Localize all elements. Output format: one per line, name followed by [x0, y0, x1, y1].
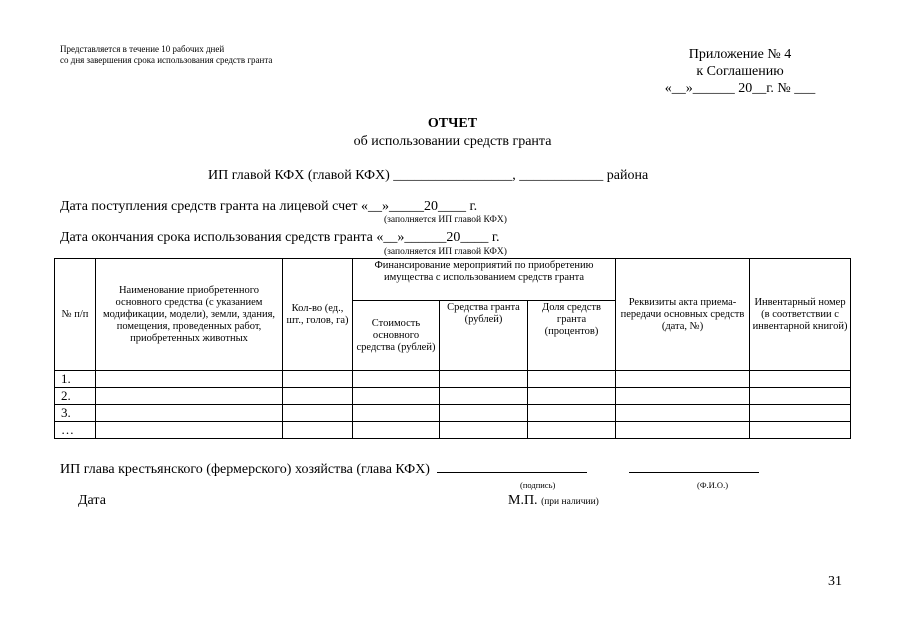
end-date-line: Дата окончания срока использования средств гранта «__»______20____ г. — [60, 230, 500, 245]
header-act: Реквизиты акта приема-передачи основных средств (дата, №) — [616, 259, 750, 371]
table-cell[interactable] — [283, 422, 353, 439]
receipt-date-note: (заполняется ИП главой КФХ) — [384, 215, 507, 225]
submission-notice — [60, 44, 272, 66]
page-number: 31 — [828, 574, 842, 589]
table-cell[interactable] — [528, 371, 616, 388]
signature-caption: (подпись) — [520, 480, 556, 490]
table-cell[interactable] — [528, 405, 616, 422]
appendix-line3: «__»______ 20__г. № ___ — [664, 81, 816, 96]
appendix-block — [640, 46, 840, 97]
table-cell[interactable] — [96, 422, 283, 439]
table-cell[interactable] — [750, 422, 851, 439]
table-cell[interactable] — [528, 422, 616, 439]
signature-field[interactable] — [437, 472, 587, 473]
table-cell[interactable] — [750, 405, 851, 422]
header-financing: Финансирование мероприятий по приобретению имущества с использованием средств гранта — [353, 259, 616, 301]
submission-notice-line2: со дня завершения срока использования средств гранта — [60, 55, 273, 65]
report-subtitle: об использовании средств гранта — [353, 134, 552, 149]
header-name: Наименование приобретенного основного средства (с указанием модификации, модели), земли, здания, помещения, проведенных работ, приобретенных животных — [96, 259, 283, 371]
table-cell[interactable] — [96, 371, 283, 388]
entity-line: ИП главой КФХ (главой КФХ) _________________, ____________ района — [208, 168, 649, 183]
header-share: Доля средств гранта (процентов) — [528, 301, 616, 371]
table-cell[interactable] — [750, 388, 851, 405]
signature-label: ИП глава крестьянского (фермерского) хозяйства (глава КФХ) — [60, 462, 430, 477]
table-cell[interactable] — [750, 371, 851, 388]
date-label: Дата — [78, 493, 106, 508]
table-cell[interactable] — [353, 388, 440, 405]
table-cell[interactable] — [616, 405, 750, 422]
header-grant: Средства гранта (рублей) — [440, 301, 528, 371]
table-cell[interactable] — [440, 371, 528, 388]
header-inventory: Инвентарный номер (в соответствии с инвентарной книгой) — [750, 259, 851, 371]
receipt-date-line: Дата поступления средств гранта на лицевой счет «__»_____20____ г. — [60, 199, 478, 214]
header-num: № п/п — [55, 259, 96, 371]
row-number: … — [55, 422, 96, 439]
table-cell[interactable] — [283, 388, 353, 405]
header-qty: Кол-во (ед., шт., голов, га) — [283, 259, 353, 371]
end-date-note: (заполняется ИП главой КФХ) — [384, 247, 507, 257]
table-cell[interactable] — [440, 388, 528, 405]
table-cell[interactable] — [616, 388, 750, 405]
table-cell[interactable] — [96, 405, 283, 422]
row-number: 1. — [55, 371, 96, 388]
table-row — [55, 371, 851, 388]
signature-line — [60, 462, 759, 478]
report-table — [54, 258, 851, 439]
row-number: 2. — [55, 388, 96, 405]
stamp-note: (при наличии) — [541, 497, 599, 507]
table-row — [55, 422, 851, 439]
report-title: ОТЧЕТ — [427, 116, 478, 131]
table-cell[interactable] — [283, 371, 353, 388]
table-cell[interactable] — [353, 371, 440, 388]
submission-notice-line1: Представляется в течение 10 рабочих дней — [60, 44, 225, 54]
table-cell[interactable] — [616, 422, 750, 439]
name-caption: (Ф.И.О.) — [697, 480, 729, 490]
table-cell[interactable] — [528, 388, 616, 405]
row-number: 3. — [55, 405, 96, 422]
table-cell[interactable] — [353, 405, 440, 422]
table-cell[interactable] — [353, 422, 440, 439]
table-row — [55, 405, 851, 422]
table-cell[interactable] — [616, 371, 750, 388]
stamp-text: М.П. — [508, 493, 538, 508]
appendix-line1: Приложение № 4 — [688, 47, 792, 62]
table-row — [55, 388, 851, 405]
table-cell[interactable] — [283, 405, 353, 422]
table-cell[interactable] — [440, 405, 528, 422]
header-cost: Стоимость основного средства (рублей) — [353, 301, 440, 371]
appendix-line2: к Соглашению — [696, 64, 784, 79]
name-field[interactable] — [629, 472, 759, 473]
stamp-label — [508, 493, 599, 509]
table-cell[interactable] — [96, 388, 283, 405]
table-cell[interactable] — [440, 422, 528, 439]
